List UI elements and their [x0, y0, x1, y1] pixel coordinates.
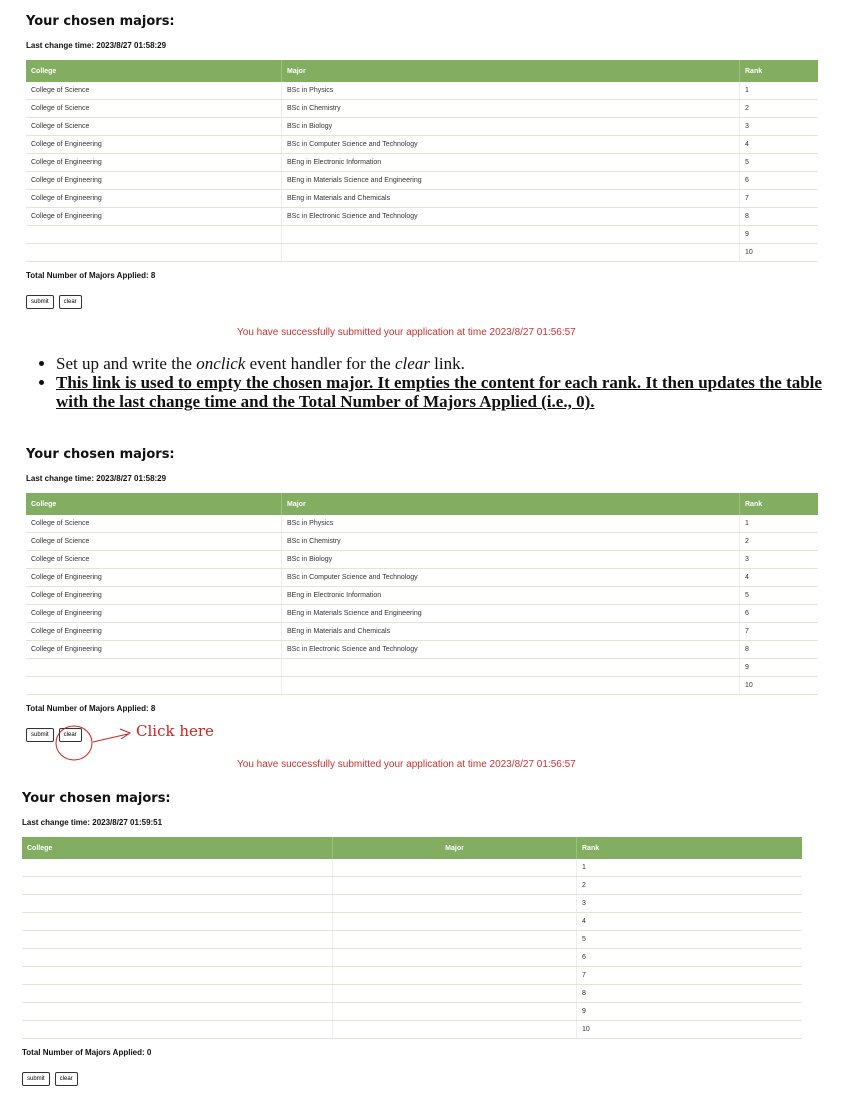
major-cell [333, 949, 577, 967]
rank-cell: 5 [740, 587, 819, 605]
college-cell: College of Science [26, 100, 282, 118]
table-row [26, 587, 818, 605]
college-cell [22, 895, 333, 913]
rank-cell: 1 [740, 82, 819, 100]
col-college: College [26, 60, 282, 82]
college-cell: College of Engineering [26, 172, 282, 190]
action-buttons [22, 1072, 802, 1086]
table-row [26, 677, 818, 695]
table-row [26, 118, 818, 136]
rank-cell: 6 [577, 949, 803, 967]
col-rank: Rank [740, 60, 819, 82]
college-cell: College of Science [26, 551, 282, 569]
rank-cell: 1 [577, 859, 803, 877]
major-cell [282, 677, 740, 695]
table-row [26, 82, 818, 100]
col-rank: Rank [740, 493, 819, 515]
submit-button[interactable]: submit [22, 1072, 50, 1086]
college-cell [22, 949, 333, 967]
rank-cell: 10 [577, 1021, 803, 1039]
table-row [22, 877, 802, 895]
major-cell [333, 895, 577, 913]
success-message: You have successfully submitted your application at time 2023/8/27 01:56:57 [237, 327, 576, 338]
major-cell [333, 1003, 577, 1021]
rank-cell: 2 [740, 100, 819, 118]
last-change-time: Last change time: 2023/8/27 01:59:51 [22, 818, 163, 827]
college-cell: College of Engineering [26, 136, 282, 154]
success-message: You have successfully submitted your application at time 2023/8/27 01:56:57 [237, 759, 576, 770]
table-row [22, 895, 802, 913]
rank-cell: 3 [740, 118, 819, 136]
rank-cell: 1 [740, 515, 819, 533]
table-header-row [22, 837, 802, 859]
rank-cell: 7 [740, 623, 819, 641]
college-cell: College of Engineering [26, 623, 282, 641]
table-row [26, 226, 818, 244]
col-major: Major [333, 837, 577, 859]
major-cell: BSc in Biology [282, 551, 740, 569]
major-cell: BSc in Computer Science and Technology [282, 569, 740, 587]
rank-cell: 4 [740, 569, 819, 587]
table-row [26, 515, 818, 533]
rank-cell: 10 [740, 244, 819, 262]
college-cell [22, 985, 333, 1003]
college-cell [26, 226, 282, 244]
instruction-item-1: • Set up and write the onclick event handler for the clear link. [56, 354, 828, 373]
table-header-row [26, 60, 818, 82]
total-majors: Total Number of Majors Applied: 0 [22, 1048, 152, 1057]
col-major: Major [282, 493, 740, 515]
college-cell [22, 1021, 333, 1039]
table-row [22, 1003, 802, 1021]
table-row [26, 136, 818, 154]
major-cell: BEng in Materials and Chemicals [282, 190, 740, 208]
college-cell: College of Science [26, 533, 282, 551]
action-buttons [26, 295, 818, 309]
col-college: College [22, 837, 333, 859]
table-body [26, 515, 818, 695]
table-row [22, 859, 802, 877]
table-row [26, 623, 818, 641]
click-here-label: Click here [136, 722, 214, 740]
rank-cell: 6 [740, 605, 819, 623]
major-cell: BEng in Electronic Information [282, 154, 740, 172]
table-row [26, 100, 818, 118]
table-row [26, 154, 818, 172]
college-cell: College of Engineering [26, 154, 282, 172]
panel-heading: Your chosen majors: [22, 791, 171, 806]
rank-cell: 9 [577, 1003, 803, 1021]
instruction-item-2: • This link is used to empty the chosen major. It empties the content for each rank. It then updates the table with the last change time and the Total Number of Majors Applied (i.e., 0). [56, 373, 828, 411]
rank-cell: 8 [740, 641, 819, 659]
major-cell: BSc in Electronic Science and Technology [282, 641, 740, 659]
major-cell: BSc in Chemistry [282, 533, 740, 551]
majors-panel-3 [22, 791, 802, 1086]
college-cell [22, 877, 333, 895]
rank-cell: 6 [740, 172, 819, 190]
college-cell [22, 859, 333, 877]
col-rank: Rank [577, 837, 803, 859]
last-change-time: Last change time: 2023/8/27 01:58:29 [26, 41, 167, 50]
major-cell [333, 985, 577, 1003]
rank-cell: 8 [740, 208, 819, 226]
college-cell [22, 931, 333, 949]
major-cell [282, 226, 740, 244]
college-cell: College of Engineering [26, 208, 282, 226]
table-row [22, 1021, 802, 1039]
college-cell: College of Engineering [26, 190, 282, 208]
rank-cell: 10 [740, 677, 819, 695]
rank-cell: 5 [740, 154, 819, 172]
rank-cell: 7 [740, 190, 819, 208]
majors-table [26, 493, 818, 695]
instructions [18, 354, 828, 411]
college-cell [26, 677, 282, 695]
majors-panel-1 [26, 14, 818, 309]
major-cell: BSc in Computer Science and Technology [282, 136, 740, 154]
college-cell [26, 244, 282, 262]
table-row [22, 985, 802, 1003]
total-majors: Total Number of Majors Applied: 8 [26, 704, 156, 713]
rank-cell: 8 [577, 985, 803, 1003]
major-cell [333, 913, 577, 931]
table-row [26, 208, 818, 226]
submit-button[interactable]: submit [26, 728, 54, 742]
rank-cell: 3 [577, 895, 803, 913]
rank-cell: 5 [577, 931, 803, 949]
panel-heading: Your chosen majors: [26, 447, 175, 462]
major-cell: BSc in Chemistry [282, 100, 740, 118]
college-cell [22, 967, 333, 985]
major-cell: BEng in Electronic Information [282, 587, 740, 605]
major-cell: BEng in Materials and Chemicals [282, 623, 740, 641]
panel-heading: Your chosen majors: [26, 14, 175, 29]
major-cell [333, 931, 577, 949]
major-cell [333, 1021, 577, 1039]
rank-cell: 4 [740, 136, 819, 154]
college-cell: College of Engineering [26, 587, 282, 605]
table-row [26, 641, 818, 659]
college-cell: College of Science [26, 515, 282, 533]
table-row [26, 569, 818, 587]
col-major: Major [282, 60, 740, 82]
major-cell [333, 859, 577, 877]
majors-table [22, 837, 802, 1039]
table-row [26, 533, 818, 551]
rank-cell: 3 [740, 551, 819, 569]
major-cell [333, 877, 577, 895]
college-cell [26, 659, 282, 677]
major-cell: BSc in Physics [282, 515, 740, 533]
table-row [26, 172, 818, 190]
majors-table [26, 60, 818, 262]
table-body [26, 82, 818, 262]
clear-button[interactable]: clear [55, 1072, 78, 1086]
table-body [22, 859, 802, 1039]
major-cell: BEng in Materials Science and Engineering [282, 172, 740, 190]
table-row [22, 967, 802, 985]
major-cell: BSc in Electronic Science and Technology [282, 208, 740, 226]
college-cell: College of Science [26, 82, 282, 100]
major-cell: BSc in Biology [282, 118, 740, 136]
major-cell: BEng in Materials Science and Engineering [282, 605, 740, 623]
table-row [22, 913, 802, 931]
rank-cell: 2 [740, 533, 819, 551]
table-row [22, 949, 802, 967]
table-row [26, 659, 818, 677]
col-college: College [26, 493, 282, 515]
clear-button[interactable]: clear [59, 728, 82, 742]
rank-cell: 7 [577, 967, 803, 985]
last-change-time: Last change time: 2023/8/27 01:58:29 [26, 474, 167, 483]
college-cell: College of Science [26, 118, 282, 136]
major-cell [333, 967, 577, 985]
table-row [22, 931, 802, 949]
college-cell: College of Engineering [26, 605, 282, 623]
college-cell: College of Engineering [26, 569, 282, 587]
table-row [26, 190, 818, 208]
college-cell: College of Engineering [26, 641, 282, 659]
major-cell: BSc in Physics [282, 82, 740, 100]
table-row [26, 605, 818, 623]
major-cell [282, 659, 740, 677]
rank-cell: 4 [577, 913, 803, 931]
rank-cell: 2 [577, 877, 803, 895]
rank-cell: 9 [740, 659, 819, 677]
table-row [26, 244, 818, 262]
table-row [26, 551, 818, 569]
total-majors: Total Number of Majors Applied: 8 [26, 271, 156, 280]
rank-cell: 9 [740, 226, 819, 244]
submit-button[interactable]: submit [26, 295, 54, 309]
clear-button[interactable]: clear [59, 295, 82, 309]
majors-panel-2 [26, 447, 818, 742]
college-cell [22, 913, 333, 931]
table-header-row [26, 493, 818, 515]
major-cell [282, 244, 740, 262]
college-cell [22, 1003, 333, 1021]
